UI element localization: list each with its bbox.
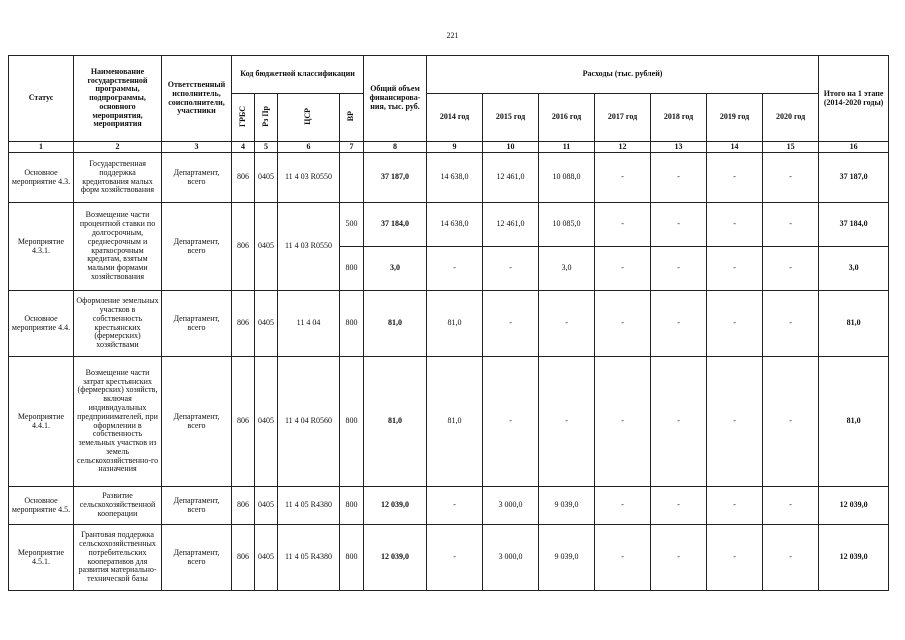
row-total: 12 039,0	[364, 487, 427, 525]
row-year-value: -	[427, 487, 483, 525]
row-year-value: -	[427, 525, 483, 591]
row-year-value: -	[707, 247, 763, 291]
header-rzpr: Рз Пр	[255, 94, 278, 142]
row-grbs: 806	[232, 525, 255, 591]
row-year-value: -	[763, 153, 819, 203]
header-vr: ВР	[340, 94, 364, 142]
row-year-value: -	[707, 487, 763, 525]
row-year-value: 12 461,0	[483, 153, 539, 203]
row-total: 37 187,0	[364, 153, 427, 203]
column-number: 1	[9, 142, 74, 153]
row-year-value: 81,0	[427, 291, 483, 357]
header-year: 2019 год	[707, 94, 763, 142]
row-stage-total: 37 184,0	[819, 203, 889, 247]
header-total-volume: Общий объем финансирова-ния, тыс. руб.	[364, 56, 427, 142]
header-year: 2017 год	[595, 94, 651, 142]
column-number: 2	[74, 142, 162, 153]
row-total: 3,0	[364, 247, 427, 291]
column-number: 9	[427, 142, 483, 153]
row-csr: 11 4 04	[278, 291, 340, 357]
row-year-value: -	[707, 357, 763, 487]
row-grbs: 806	[232, 203, 255, 291]
row-rzpr: 0405	[255, 487, 278, 525]
row-name: Развитие сельскохозяйственной кооперации	[74, 487, 162, 525]
header-stage-total: Итого на 1 этапе (2014-2020 годы)	[819, 56, 889, 142]
row-vr: 500	[340, 203, 364, 247]
row-rzpr: 0405	[255, 203, 278, 291]
row-rzpr: 0405	[255, 291, 278, 357]
table-row	[9, 525, 889, 591]
row-status: Мероприятие 4.3.1.	[9, 203, 74, 291]
row-year-value: -	[595, 525, 651, 591]
row-year-value: 9 039,0	[539, 487, 595, 525]
row-year-value: -	[595, 487, 651, 525]
row-total: 37 184,0	[364, 203, 427, 247]
row-year-value: -	[651, 357, 707, 487]
row-rzpr: 0405	[255, 525, 278, 591]
row-year-value: -	[483, 247, 539, 291]
row-year-value: -	[763, 525, 819, 591]
row-year-value: 3,0	[539, 247, 595, 291]
row-year-value: 3 000,0	[483, 525, 539, 591]
row-vr	[340, 153, 364, 203]
row-responsible: Департамент, всего	[162, 357, 232, 487]
header-budget-code: Код бюджетной классификации	[232, 56, 364, 94]
row-stage-total: 81,0	[819, 357, 889, 487]
row-total: 12 039,0	[364, 525, 427, 591]
row-rzpr: 0405	[255, 357, 278, 487]
row-year-value: -	[595, 153, 651, 203]
row-vr: 800	[340, 487, 364, 525]
header-expenses: Расходы (тыс. рублей)	[427, 56, 819, 94]
row-year-value: -	[651, 153, 707, 203]
row-responsible: Департамент, всего	[162, 291, 232, 357]
header-program-name: Наименование государственной программы, подпрограммы, основного мероприятия, мероприятия	[74, 56, 162, 142]
row-year-value: 10 085,0	[539, 203, 595, 247]
row-year-value: -	[707, 291, 763, 357]
table-row	[9, 487, 889, 525]
row-year-value: 81,0	[427, 357, 483, 487]
row-year-value: 9 039,0	[539, 525, 595, 591]
row-name: Оформление земельных участков в собственность крестьянских (фермерских) хозяйствами	[74, 291, 162, 357]
column-number: 10	[483, 142, 539, 153]
row-year-value: -	[539, 291, 595, 357]
row-year-value: -	[595, 291, 651, 357]
row-total: 81,0	[364, 291, 427, 357]
row-responsible: Департамент, всего	[162, 487, 232, 525]
row-year-value: -	[595, 357, 651, 487]
row-stage-total: 12 039,0	[819, 487, 889, 525]
row-responsible: Департамент, всего	[162, 203, 232, 291]
row-year-value: -	[707, 525, 763, 591]
header-year: 2016 год	[539, 94, 595, 142]
column-number: 14	[707, 142, 763, 153]
row-year-value: 14 638,0	[427, 153, 483, 203]
row-vr: 800	[340, 357, 364, 487]
row-year-value: -	[651, 525, 707, 591]
row-rzpr: 0405	[255, 153, 278, 203]
header-year: 2014 год	[427, 94, 483, 142]
row-stage-total: 37 187,0	[819, 153, 889, 203]
row-stage-total: 3,0	[819, 247, 889, 291]
budget-table	[8, 55, 889, 591]
row-csr: 11 4 05 R4380	[278, 487, 340, 525]
row-name: Возмещение части процентной ставки по долгосрочным, среднесрочным и краткосрочным кредитам, взятым малыми формами хозяйствования	[74, 203, 162, 291]
row-status: Основное мероприятие 4.5.	[9, 487, 74, 525]
column-number: 13	[651, 142, 707, 153]
row-vr: 800	[340, 291, 364, 357]
header-year: 2020 год	[763, 94, 819, 142]
row-year-value: -	[707, 153, 763, 203]
row-year-value: -	[651, 203, 707, 247]
row-year-value: -	[651, 487, 707, 525]
row-year-value: -	[539, 357, 595, 487]
row-year-value: -	[763, 291, 819, 357]
row-total: 81,0	[364, 357, 427, 487]
header-status: Статус	[9, 56, 74, 142]
header-csr: ЦСР	[278, 94, 340, 142]
row-year-value: -	[707, 203, 763, 247]
row-year-value: 10 088,0	[539, 153, 595, 203]
column-number: 16	[819, 142, 889, 153]
column-number: 12	[595, 142, 651, 153]
column-number: 3	[162, 142, 232, 153]
row-name: Грантовая поддержка сельскохозяйственных потребительских кооперативов для развития материально-технической базы	[74, 525, 162, 591]
row-year-value: -	[483, 291, 539, 357]
column-number-row	[9, 142, 889, 153]
row-csr: 11 4 03 R0550	[278, 153, 340, 203]
row-grbs: 806	[232, 153, 255, 203]
page-number: 221	[446, 31, 459, 40]
row-csr: 11 4 04 R0560	[278, 357, 340, 487]
row-vr: 800	[340, 525, 364, 591]
table-row	[9, 291, 889, 357]
header-year: 2018 год	[651, 94, 707, 142]
row-name: Возмещение части затрат крестьянских (фермерских) хозяйств, включая индивидуальных предпринимателей, при оформлении в собственность земельных участков из земель сельскохозяйственно-го назначения	[74, 357, 162, 487]
row-year-value: 12 461,0	[483, 203, 539, 247]
column-number: 6	[278, 142, 340, 153]
row-year-value: 3 000,0	[483, 487, 539, 525]
header-responsible: Ответственный исполнитель, соисполнители, участники	[162, 56, 232, 142]
row-stage-total: 81,0	[819, 291, 889, 357]
row-grbs: 806	[232, 487, 255, 525]
column-number: 15	[763, 142, 819, 153]
row-csr: 11 4 03 R0550	[278, 203, 340, 291]
column-number: 11	[539, 142, 595, 153]
row-grbs: 806	[232, 291, 255, 357]
row-year-value: -	[763, 203, 819, 247]
row-status: Мероприятие 4.4.1.	[9, 357, 74, 487]
row-stage-total: 12 039,0	[819, 525, 889, 591]
row-csr: 11 4 05 R4380	[278, 525, 340, 591]
column-number: 8	[364, 142, 427, 153]
row-grbs: 806	[232, 357, 255, 487]
column-number: 5	[255, 142, 278, 153]
row-vr: 800	[340, 247, 364, 291]
table-row	[9, 357, 889, 487]
header-grbs: ГРБС	[232, 94, 255, 142]
header-year: 2015 год	[483, 94, 539, 142]
row-year-value: -	[427, 247, 483, 291]
row-name: Государственная поддержка кредитования малых форм хозяйствования	[74, 153, 162, 203]
row-year-value: 14 638,0	[427, 203, 483, 247]
row-year-value: -	[595, 247, 651, 291]
row-year-value: -	[651, 291, 707, 357]
row-responsible: Департамент, всего	[162, 525, 232, 591]
table-row	[9, 153, 889, 203]
row-year-value: -	[483, 357, 539, 487]
row-year-value: -	[763, 487, 819, 525]
row-year-value: -	[595, 203, 651, 247]
column-number: 7	[340, 142, 364, 153]
table-row	[9, 203, 889, 247]
row-year-value: -	[651, 247, 707, 291]
row-status: Основное мероприятие 4.3.	[9, 153, 74, 203]
row-responsible: Департамент, всего	[162, 153, 232, 203]
row-status: Основное мероприятие 4.4.	[9, 291, 74, 357]
row-status: Мероприятие 4.5.1.	[9, 525, 74, 591]
column-number: 4	[232, 142, 255, 153]
row-year-value: -	[763, 357, 819, 487]
row-year-value: -	[763, 247, 819, 291]
